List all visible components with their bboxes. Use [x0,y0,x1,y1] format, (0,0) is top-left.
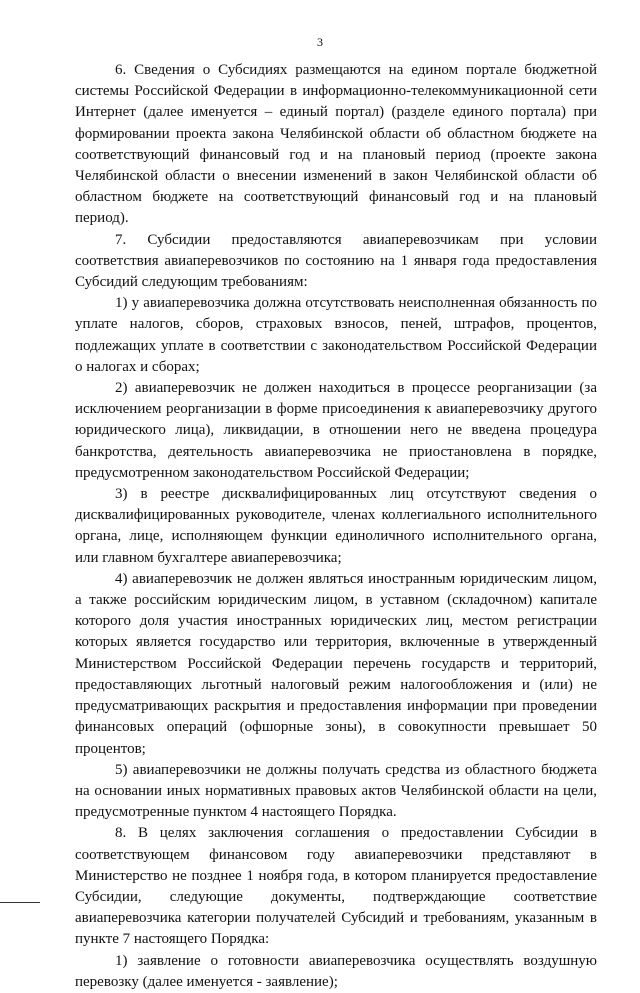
page-number: 3 [317,35,323,49]
requirement-2-reorganization: 2) авиаперевозчик не должен находиться в процессе реорганизации (за исключением реорганизации в форме присоединения к авиаперевозчику другого юридического лица), ликвидации, в отношении него не введена процедура банкротства, деятельность авиаперевозчика не приостановлена в порядке, предусмотренном законодательством Российской Федерации; [75,380,597,481]
requirement-3-disqualified: 3) в реестре дисквалифицированных лиц отсутствуют сведения о дисквалифицированных руководителе, членах коллегиального исполнительного органа, лице, исполняющем функции единоличного исполнительного органа, или главном бухгалтере авиаперевозчика; [75,486,597,566]
scan-edge-mark [0,902,40,903]
paragraph-8-documents: 8. В целях заключения соглашения о предоставлении Субсидии в соответствующем финансовом году авиаперевозчики представляют в Министерство не позднее 1 ноября года, в котором планируется предоставление Субсидии, следующие документы, подтверждающие соответствие авиаперевозчика категории получателей Субсидий и требованиям, указанным в пункте 7 настоящего Порядка: [75,825,597,948]
document-body [75,60,597,993]
paragraph-7-requirements: 7. Субсидии предоставляются авиаперевозчикам при условии соответствия авиаперевозчиков по состоянию на 1 января года предоставления Субсидий следующим требованиям: [75,231,597,291]
paragraph-6-subsidy-info: 6. Сведения о Субсидиях размещаются на едином портале бюджетной системы Российской Федерации в информационно-телекоммуникационной сети Интернет (далее именуется – единый портал) (разделе единого портала) при формировании проекта закона Челябинской области об областном бюджете на соответствующий финансовый год и на плановый период (проекте закона Челябинской области о внесении изменений в закон Челябинской области об областном бюджете на соответствующий финансовый год и на плановый период). [75,62,597,227]
document-1-application: 1) заявление о готовности авиаперевозчика осуществлять воздушную перевозку (далее именуется - заявление); [75,952,597,990]
requirement-4-foreign-entity: 4) авиаперевозчик не должен являться иностранным юридическим лицом, а также российским юридическим лицом, в уставном (складочном) капитале которого доля участия иностранных юридических лиц, местом регистрации которых является государство или территория, включенные в утвержденный Министерством Российской Федерации перечень государств и территорий, предоставляющих льготный налоговый режим налогообложения и (или) не предусматривающих раскрытия и предоставления информации при проведении финансовых операций (офшорные зоны), в совокупности превышает 50 процентов; [75,570,597,757]
requirement-5-regional-budget: 5) авиаперевозчики не должны получать средства из областного бюджета на основании иных нормативных правовых актов Челябинской области на цели, предусмотренные пунктом 4 настоящего Порядка. [75,761,597,821]
requirement-1-taxes: 1) у авиаперевозчика должна отсутствовать неисполненная обязанность по уплате налогов, сборов, страховых взносов, пеней, штрафов, процентов, подлежащих уплате в соответствии с законодательством Российской Федерации о налогах и сборах; [75,295,597,375]
